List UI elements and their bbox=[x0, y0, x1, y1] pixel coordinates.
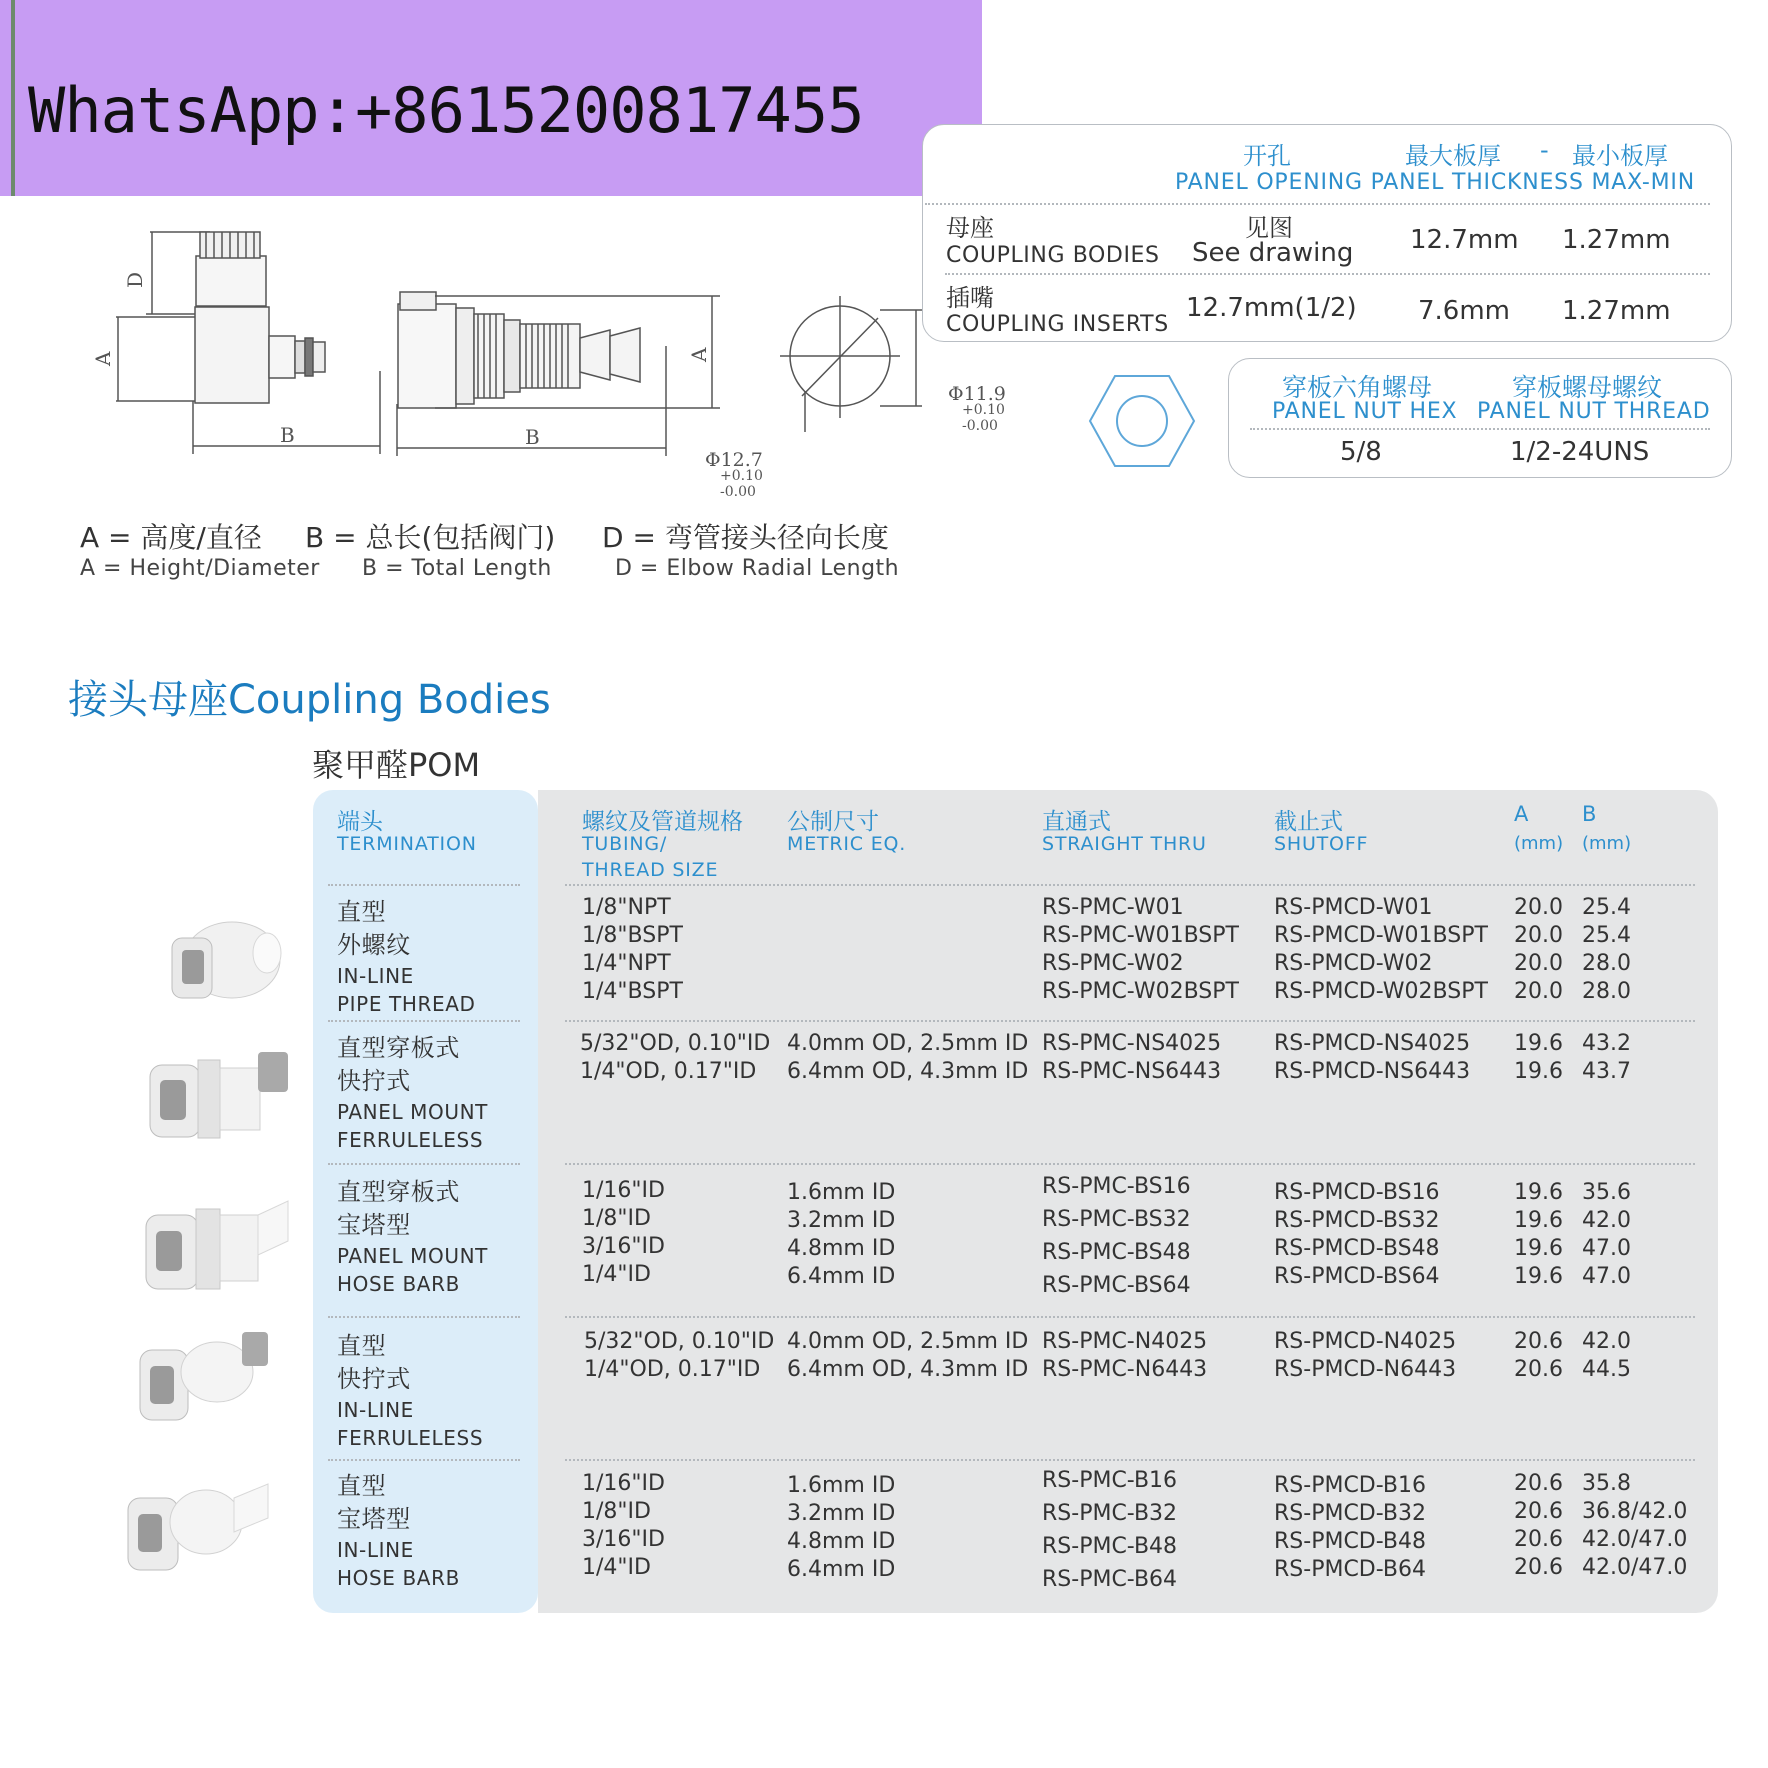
phi-11-9: Φ11.9 bbox=[948, 383, 1006, 405]
inserts-opening: 12.7mm(1/2) bbox=[1186, 293, 1357, 323]
tubing-group-5 bbox=[582, 1470, 665, 1582]
product-image-inline-ferruleless bbox=[132, 1320, 277, 1430]
table-cell: 1/4"BSPT bbox=[582, 979, 683, 1004]
legend-b-en: B = Total Length bbox=[362, 556, 552, 581]
b-group-5 bbox=[1582, 1470, 1687, 1582]
bodies-max: 12.7mm bbox=[1410, 225, 1519, 255]
table-cell: 19.6 bbox=[1514, 1031, 1563, 1056]
termination-group-3: 直型穿板式 宝塔型 PANEL MOUNT HOSE BARB bbox=[337, 1178, 488, 1296]
table-cell: RS-PMC-W01 bbox=[1042, 895, 1184, 920]
table-cell: RS-PMC-NS4025 bbox=[1042, 1031, 1222, 1056]
straight-group-4 bbox=[1042, 1328, 1207, 1384]
table-cell: 19.6 bbox=[1514, 1208, 1563, 1233]
table-cell: RS-PMCD-NS4025 bbox=[1274, 1031, 1471, 1056]
table-cell: RS-PMC-BS48 bbox=[1042, 1240, 1191, 1265]
table-cell: 36.8/42.0 bbox=[1582, 1499, 1688, 1524]
banner-edge bbox=[11, 0, 15, 196]
table-cell: 20.0 bbox=[1514, 923, 1563, 948]
coupling-bodies-zh: 母座 bbox=[946, 214, 994, 242]
hdr-shutoff-en: SHUTOFF bbox=[1274, 833, 1369, 855]
divider bbox=[328, 1316, 520, 1318]
material-title: 聚甲醛POM bbox=[312, 746, 481, 784]
table-cell: RS-PMCD-W02BSPT bbox=[1274, 979, 1488, 1004]
inserts-min: 1.27mm bbox=[1562, 296, 1671, 326]
table-cell: 20.6 bbox=[1514, 1527, 1563, 1552]
table-cell: 43.7 bbox=[1582, 1059, 1631, 1084]
table-cell: RS-PMCD-B32 bbox=[1274, 1501, 1426, 1526]
termination-group-5: 直型 宝塔型 IN-LINE HOSE BARB bbox=[337, 1472, 460, 1590]
metric-group-5 bbox=[787, 1472, 895, 1584]
shutoff-group-3 bbox=[1274, 1179, 1440, 1291]
hdr-b: B bbox=[1582, 802, 1597, 826]
table-cell: RS-PMCD-W01BSPT bbox=[1274, 923, 1488, 948]
table-cell: 4.8mm ID bbox=[787, 1236, 896, 1261]
a-group-4 bbox=[1514, 1328, 1563, 1384]
hdr-tubing-en1: TUBING/ bbox=[582, 833, 668, 855]
shutoff-group-4 bbox=[1274, 1328, 1456, 1384]
legend-a-zh: A = 高度/直径 bbox=[80, 521, 262, 554]
termination-group-2: 直型穿板式 快拧式 PANEL MOUNT FERRULELESS bbox=[337, 1034, 488, 1152]
legend-a-en: A = Height/Diameter bbox=[80, 556, 320, 581]
table-cell: RS-PMCD-W01 bbox=[1274, 895, 1433, 920]
table-cell: 19.6 bbox=[1514, 1236, 1563, 1261]
hdr-straight-en: STRAIGHT THRU bbox=[1042, 833, 1207, 855]
phi-11-9-minus: -0.00 bbox=[962, 418, 998, 434]
table-cell: 20.6 bbox=[1514, 1555, 1563, 1580]
nut-thread-en: PANEL NUT THREAD bbox=[1477, 399, 1711, 424]
divider bbox=[925, 203, 1710, 205]
phi-12-7-minus: -0.00 bbox=[720, 484, 756, 500]
table-cell: 42.0 bbox=[1582, 1208, 1631, 1233]
table-cell: 20.0 bbox=[1514, 979, 1563, 1004]
table-cell: 20.0 bbox=[1514, 895, 1563, 920]
table-cell: 1/4"OD, 0.17"ID bbox=[580, 1059, 757, 1084]
table-cell: 4.0mm OD, 2.5mm ID bbox=[787, 1329, 1029, 1354]
nut-thread-zh: 穿板螺母螺纹 bbox=[1512, 373, 1663, 402]
product-image-inline-pipe-thread bbox=[162, 908, 287, 1018]
table-cell: RS-PMC-B32 bbox=[1042, 1501, 1178, 1526]
table-cell: 1/4"NPT bbox=[582, 951, 671, 976]
table-cell: RS-PMCD-W02 bbox=[1274, 951, 1433, 976]
table-cell: 35.6 bbox=[1582, 1180, 1631, 1205]
table-cell: RS-PMCD-B64 bbox=[1274, 1557, 1426, 1582]
table-cell: 28.0 bbox=[1582, 979, 1631, 1004]
table-cell: 42.0/47.0 bbox=[1582, 1555, 1688, 1580]
table-cell: 6.4mm ID bbox=[787, 1557, 896, 1582]
thickness-dash: - bbox=[1540, 136, 1549, 164]
table-cell: 3/16"ID bbox=[582, 1234, 665, 1259]
table-cell: 1/8"ID bbox=[582, 1499, 651, 1524]
table-cell: RS-PMC-B64 bbox=[1042, 1567, 1178, 1592]
table-cell: 25.4 bbox=[1582, 895, 1631, 920]
phi-11-9-plus: +0.10 bbox=[962, 402, 1005, 418]
a-group-3 bbox=[1514, 1179, 1563, 1291]
termination-group-4: 直型 快拧式 IN-LINE FERRULELESS bbox=[337, 1332, 484, 1450]
table-cell: 47.0 bbox=[1582, 1236, 1631, 1261]
table-cell: RS-PMCD-N4025 bbox=[1274, 1329, 1457, 1354]
table-cell: 4.0mm OD, 2.5mm ID bbox=[787, 1031, 1029, 1056]
legend-d-zh: D = 弯管接头径向长度 bbox=[602, 521, 889, 554]
nut-thread-value: 1/2-24UNS bbox=[1510, 437, 1650, 467]
hdr-tubing-en2: THREAD SIZE bbox=[582, 859, 719, 881]
b-group-4 bbox=[1582, 1328, 1631, 1384]
hdr-b-unit: (mm) bbox=[1582, 833, 1632, 854]
table-cell: 19.6 bbox=[1514, 1180, 1563, 1205]
divider bbox=[565, 1459, 1695, 1461]
technical-drawing bbox=[80, 196, 1006, 506]
table-cell: 42.0 bbox=[1582, 1329, 1631, 1354]
table-cell: 6.4mm OD, 4.3mm ID bbox=[787, 1059, 1029, 1084]
hdr-straight-zh: 直通式 bbox=[1042, 809, 1111, 835]
dim-label-d: D bbox=[123, 271, 147, 288]
watermark-text: WhatsApp:+8615200817455 bbox=[28, 74, 864, 147]
table-cell: RS-PMCD-N6443 bbox=[1274, 1357, 1457, 1382]
table-cell: RS-PMC-W02 bbox=[1042, 951, 1184, 976]
table-cell: RS-PMCD-BS16 bbox=[1274, 1180, 1440, 1205]
table-cell: 4.8mm ID bbox=[787, 1529, 896, 1554]
dim-label-b-left: B bbox=[280, 423, 295, 447]
table-cell: 3/16"ID bbox=[582, 1527, 665, 1552]
product-image-panel-mount-ferruleless bbox=[140, 1030, 300, 1150]
phi-12-7-plus: +0.10 bbox=[720, 468, 763, 484]
divider bbox=[565, 884, 1695, 886]
dim-label-a-left: A bbox=[91, 351, 115, 366]
opening-see-zh: 见图 bbox=[1245, 214, 1293, 242]
hdr-metric-zh: 公制尺寸 bbox=[787, 809, 879, 835]
table-cell: 5/32"OD, 0.10"ID bbox=[580, 1031, 771, 1056]
table-cell: 1.6mm ID bbox=[787, 1473, 896, 1498]
table-cell: RS-PMC-W02BSPT bbox=[1042, 979, 1239, 1004]
b-group-3 bbox=[1582, 1179, 1631, 1291]
table-cell: 3.2mm ID bbox=[787, 1208, 896, 1233]
hdr-a-unit: (mm) bbox=[1514, 833, 1564, 854]
legend-b-zh: B = 总长(包括阀门) bbox=[305, 521, 556, 554]
straight-group-2 bbox=[1042, 1030, 1221, 1086]
table-cell: 1.6mm ID bbox=[787, 1180, 896, 1205]
hdr-termination-zh: 端头 bbox=[337, 809, 383, 835]
divider bbox=[565, 1020, 1695, 1022]
coupling-inserts-en: COUPLING INSERTS bbox=[946, 312, 1169, 337]
table-cell: 1/4"OD, 0.17"ID bbox=[584, 1357, 761, 1382]
tubing-group-2 bbox=[580, 1030, 770, 1086]
table-cell: 20.0 bbox=[1514, 951, 1563, 976]
tubing-group-1 bbox=[582, 894, 683, 1006]
table-cell: 20.6 bbox=[1514, 1329, 1563, 1354]
divider bbox=[328, 884, 520, 886]
coupling-inserts-zh: 插嘴 bbox=[946, 284, 994, 312]
nut-hex-zh: 穿板六角螺母 bbox=[1282, 373, 1433, 402]
table-cell: RS-PMC-N6443 bbox=[1042, 1357, 1208, 1382]
table-cell: 1/4"ID bbox=[582, 1555, 651, 1580]
table-cell: 1/8"NPT bbox=[582, 895, 671, 920]
table-cell: 47.0 bbox=[1582, 1264, 1631, 1289]
metric-group-2 bbox=[787, 1030, 1028, 1086]
divider bbox=[328, 1459, 520, 1461]
a-group-1 bbox=[1514, 894, 1563, 1006]
nut-hex-value: 5/8 bbox=[1340, 437, 1382, 467]
table-cell: 1/4"ID bbox=[582, 1262, 651, 1287]
b-group-1 bbox=[1582, 894, 1631, 1006]
divider bbox=[945, 273, 1710, 275]
hdr-termination-en: TERMINATION bbox=[337, 833, 477, 855]
dim-label-b-right: B bbox=[525, 425, 540, 449]
table-cell: 1/16"ID bbox=[582, 1471, 665, 1496]
straight-group-3 bbox=[1042, 1170, 1191, 1302]
straight-group-1 bbox=[1042, 894, 1239, 1006]
table-cell: 6.4mm ID bbox=[787, 1264, 896, 1289]
table-cell: 25.4 bbox=[1582, 923, 1631, 948]
nut-hex-en: PANEL NUT HEX bbox=[1272, 399, 1458, 424]
product-image-inline-hose-barb bbox=[122, 1462, 277, 1577]
metric-group-4 bbox=[787, 1328, 1028, 1384]
phi-12-7: Φ12.7 bbox=[705, 449, 763, 471]
bodies-min: 1.27mm bbox=[1562, 225, 1671, 255]
divider bbox=[565, 1316, 1695, 1318]
table-cell: 5/32"OD, 0.10"ID bbox=[584, 1329, 775, 1354]
section-title: 接头母座Coupling Bodies bbox=[68, 677, 551, 723]
table-cell: RS-PMCD-B16 bbox=[1274, 1473, 1426, 1498]
shutoff-group-1 bbox=[1274, 894, 1488, 1006]
divider bbox=[328, 1163, 520, 1165]
tubing-group-4 bbox=[584, 1328, 774, 1384]
straight-group-5 bbox=[1042, 1464, 1177, 1596]
table-cell: 1/8"ID bbox=[582, 1206, 651, 1231]
shutoff-group-2 bbox=[1274, 1030, 1470, 1086]
termination-group-1: 直型 外螺纹 IN-LINE PIPE THREAD bbox=[337, 898, 476, 1016]
thickness-min-zh: 最小板厚 bbox=[1572, 142, 1668, 170]
opening-see-drawing: See drawing bbox=[1192, 238, 1354, 268]
table-cell: 19.6 bbox=[1514, 1059, 1563, 1084]
legend-d-en: D = Elbow Radial Length bbox=[615, 556, 900, 581]
a-group-2 bbox=[1514, 1030, 1563, 1086]
table-cell: 20.6 bbox=[1514, 1471, 1563, 1496]
panel-opening-zh: 开孔 bbox=[1243, 142, 1291, 170]
table-cell: RS-PMCD-BS48 bbox=[1274, 1236, 1440, 1261]
table-cell: RS-PMCD-BS32 bbox=[1274, 1208, 1440, 1233]
shutoff-group-5 bbox=[1274, 1472, 1426, 1584]
table-cell: RS-PMC-NS6443 bbox=[1042, 1059, 1222, 1084]
table-cell: 6.4mm OD, 4.3mm ID bbox=[787, 1357, 1029, 1382]
thickness-max-zh: 最大板厚 bbox=[1405, 142, 1501, 170]
table-cell: RS-PMCD-B48 bbox=[1274, 1529, 1426, 1554]
table-cell: 28.0 bbox=[1582, 951, 1631, 976]
hex-nut-icon bbox=[1088, 374, 1196, 468]
inserts-max: 7.6mm bbox=[1418, 296, 1511, 326]
divider bbox=[328, 1020, 520, 1022]
table-cell: 35.8 bbox=[1582, 1471, 1631, 1496]
table-cell: RS-PMC-W01BSPT bbox=[1042, 923, 1239, 948]
table-cell: RS-PMC-B16 bbox=[1042, 1468, 1178, 1493]
table-cell: 43.2 bbox=[1582, 1031, 1631, 1056]
table-cell: RS-PMC-BS16 bbox=[1042, 1174, 1191, 1199]
product-image-panel-mount-hose-barb bbox=[138, 1175, 303, 1300]
hdr-metric-en: METRIC EQ. bbox=[787, 833, 907, 855]
metric-group-3 bbox=[787, 1179, 895, 1291]
table-cell: 1/8"BSPT bbox=[582, 923, 683, 948]
coupling-bodies-en: COUPLING BODIES bbox=[946, 243, 1160, 268]
table-cell: 1/16"ID bbox=[582, 1178, 665, 1203]
table-cell: 42.0/47.0 bbox=[1582, 1527, 1688, 1552]
hdr-tubing-zh: 螺纹及管道规格 bbox=[582, 809, 743, 835]
table-cell: 20.6 bbox=[1514, 1499, 1563, 1524]
hdr-a: A bbox=[1514, 802, 1529, 826]
table-cell: 44.5 bbox=[1582, 1357, 1631, 1382]
table-cell: RS-PMCD-NS6443 bbox=[1274, 1059, 1471, 1084]
table-cell: RS-PMCD-BS64 bbox=[1274, 1264, 1440, 1289]
dim-label-a-right: A bbox=[687, 347, 711, 362]
hdr-shutoff-zh: 截止式 bbox=[1274, 809, 1343, 835]
table-cell: 19.6 bbox=[1514, 1264, 1563, 1289]
table-cell: 20.6 bbox=[1514, 1357, 1563, 1382]
a-group-5 bbox=[1514, 1470, 1563, 1582]
table-cell: RS-PMC-BS64 bbox=[1042, 1273, 1191, 1298]
table-cell: RS-PMC-BS32 bbox=[1042, 1207, 1191, 1232]
panel-spec-en-header: PANEL OPENING PANEL THICKNESS MAX-MIN bbox=[1175, 170, 1695, 195]
tubing-group-3 bbox=[582, 1177, 665, 1289]
table-cell: 3.2mm ID bbox=[787, 1501, 896, 1526]
divider bbox=[565, 1163, 1695, 1165]
divider bbox=[1250, 428, 1710, 430]
table-cell: RS-PMC-N4025 bbox=[1042, 1329, 1208, 1354]
table-cell: RS-PMC-B48 bbox=[1042, 1534, 1178, 1559]
b-group-2 bbox=[1582, 1030, 1631, 1086]
